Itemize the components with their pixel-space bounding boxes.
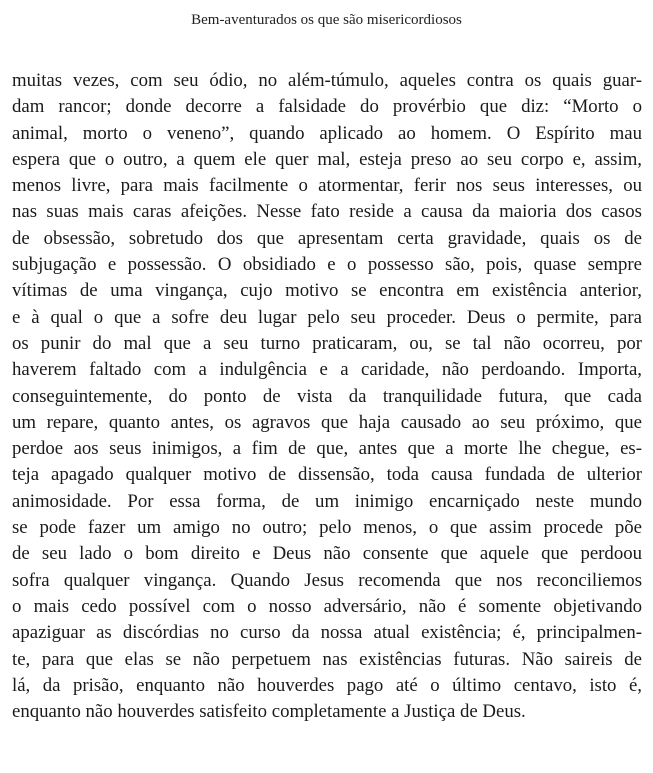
text-line: teja apagado qualquer motivo de dissensão, toda causa fundada de ulterior (12, 464, 642, 486)
text-line: subjugação e possessão. O obsidiado e o possesso são, pois, quase sempre (12, 254, 642, 276)
running-header: Bem-aventurados os que são misericordiosos (191, 12, 462, 28)
text-line: enquanto não houverdes satisfeito completamente a Justiça de Deus. (12, 701, 526, 723)
text-line: animosidade. Por essa forma, de um inimigo encarniçado neste mundo (12, 490, 642, 512)
text-line: conseguintemente, do ponto de vista da tranquilidade futura, que cada (12, 385, 642, 407)
text-line: animal, morto o veneno”, quando aplicado ao homem. O Espírito mau (12, 122, 642, 144)
text-line: haverem faltado com a indulgência e a caridade, não perdoando. Importa, (12, 359, 642, 381)
text-line: vítimas de uma vingança, cujo motivo se encontra em existência anterior, (12, 280, 642, 302)
text-line: de seu lado o bom direito e Deus não consente que aquele que perdoou (12, 543, 642, 565)
text-line: se pode fazer um amigo no outro; pelo menos, o que assim procede põe (12, 517, 642, 539)
text-line: muitas vezes, com seu ódio, no além-túmulo, aqueles contra os quais guar- (12, 70, 642, 91)
text-line: os punir do mal que a seu turno praticaram, ou, se tal não ocorreu, por (12, 332, 642, 354)
text-line: o mais cedo possível com o nosso adversário, não é somente objetivando (12, 595, 642, 617)
text-line: e à qual o que a sofre deu lugar pelo seu proceder. Deus o permite, para (12, 306, 642, 328)
text-line: nas suas mais caras afeições. Nesse fato reside a causa da maioria dos casos (12, 201, 642, 223)
text-line: te, para que elas se não perpetuem nas existências futuras. Não saireis de (12, 648, 642, 670)
text-line: perdoe aos seus inimigos, a fim de que, antes que a morte lhe chegue, es- (12, 438, 642, 460)
text-line: sofra qualquer vingança. Quando Jesus recomenda que nos reconciliemos (12, 569, 642, 591)
body-paragraph (12, 68, 642, 725)
text-line: lá, da prisão, enquanto não houverdes pago até o último centavo, isto é, (12, 674, 642, 696)
text-line: espera que o outro, a quem ele quer mal, esteja preso ao seu corpo e, assim, (12, 148, 642, 170)
text-line: dam rancor; donde decorre a falsidade do provérbio que diz: “Morto o (12, 96, 642, 118)
text-line: um repare, quanto antes, os agravos que haja causado ao seu próximo, que (12, 411, 642, 433)
text-line: apaziguar as discórdias no curso da nossa atual existência; é, principalmen- (12, 622, 642, 644)
text-line: menos livre, para mais facilmente o atormentar, ferir nos seus interesses, ou (12, 175, 642, 197)
text-line: de obsessão, sobretudo dos que apresentam certa gravidade, quais os de (12, 227, 642, 249)
